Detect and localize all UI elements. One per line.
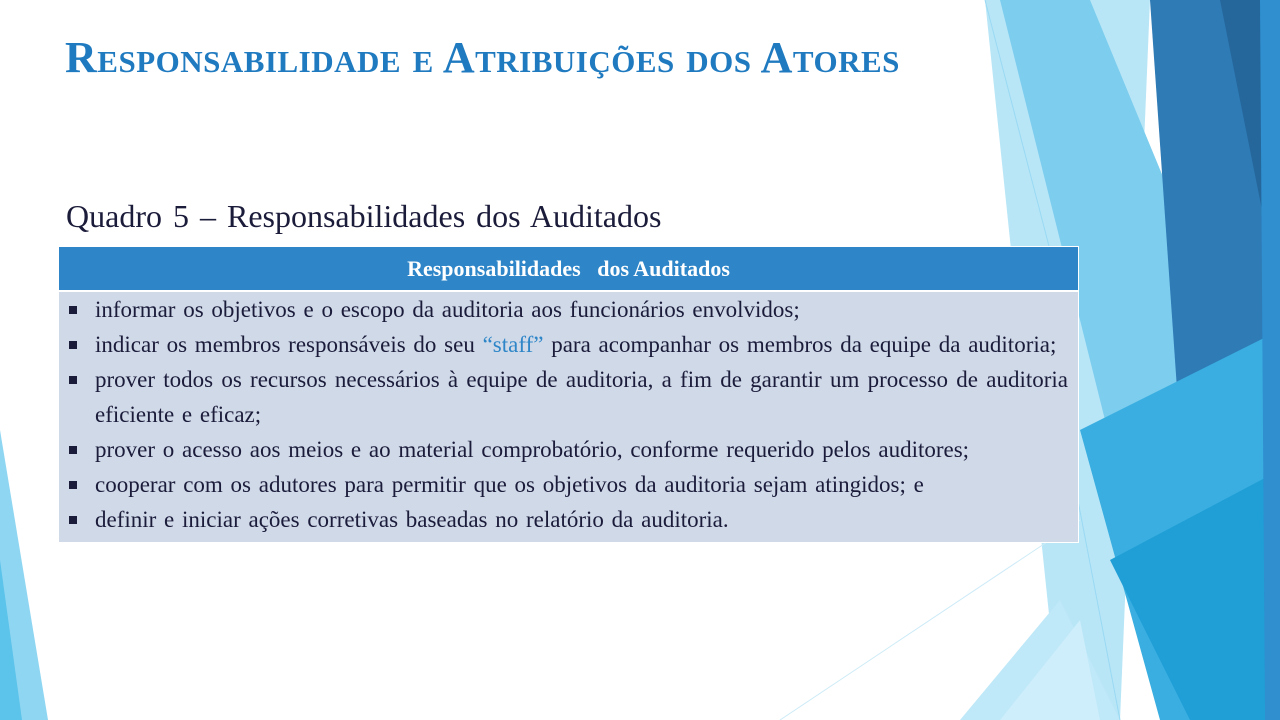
list-item xyxy=(69,502,1068,537)
square-bullet-icon xyxy=(69,446,77,454)
square-bullet-icon xyxy=(69,376,77,384)
item-text: informar os objetivos e o escopo da auditoria aos funcionários envolvidos; xyxy=(95,297,800,322)
slide-title: Responsabilidade e Atribuições dos Atores xyxy=(65,33,900,82)
square-bullet-icon xyxy=(69,341,77,349)
item-text: definir e iniciar ações corretivas baseadas no relatório da auditoria. xyxy=(95,507,729,532)
item-text-continued: para acompanhar os membros da equipe da auditoria; xyxy=(543,332,1057,357)
list-item xyxy=(69,432,1068,467)
table-header: Responsabilidades dos Auditados xyxy=(59,247,1078,292)
list-item xyxy=(69,362,1068,432)
item-text: prover todos os recursos necessários à equipe de auditoria, a fim de garantir um processo de auditoria eficiente e eficaz; xyxy=(95,367,1068,427)
responsibilities-table xyxy=(58,246,1079,543)
square-bullet-icon xyxy=(69,481,77,489)
list-item xyxy=(69,327,1068,362)
list-item xyxy=(69,467,1068,502)
item-text: cooperar com os adutores para permitir que os objetivos da auditoria sejam atingidos; e xyxy=(95,472,924,497)
square-bullet-icon xyxy=(69,516,77,524)
item-text: prover o acesso aos meios e ao material comprobatório, conforme requerido pelos auditores; xyxy=(95,437,970,462)
responsibilities-list xyxy=(69,292,1068,537)
list-item xyxy=(69,292,1068,327)
item-text: indicar os membros responsáveis do seu xyxy=(95,332,483,357)
table-caption: Quadro 5 – Responsabilidades dos Auditados xyxy=(66,198,662,234)
table-body xyxy=(59,292,1078,542)
square-bullet-icon xyxy=(69,306,77,314)
staff-highlight: “staff” xyxy=(482,332,544,357)
